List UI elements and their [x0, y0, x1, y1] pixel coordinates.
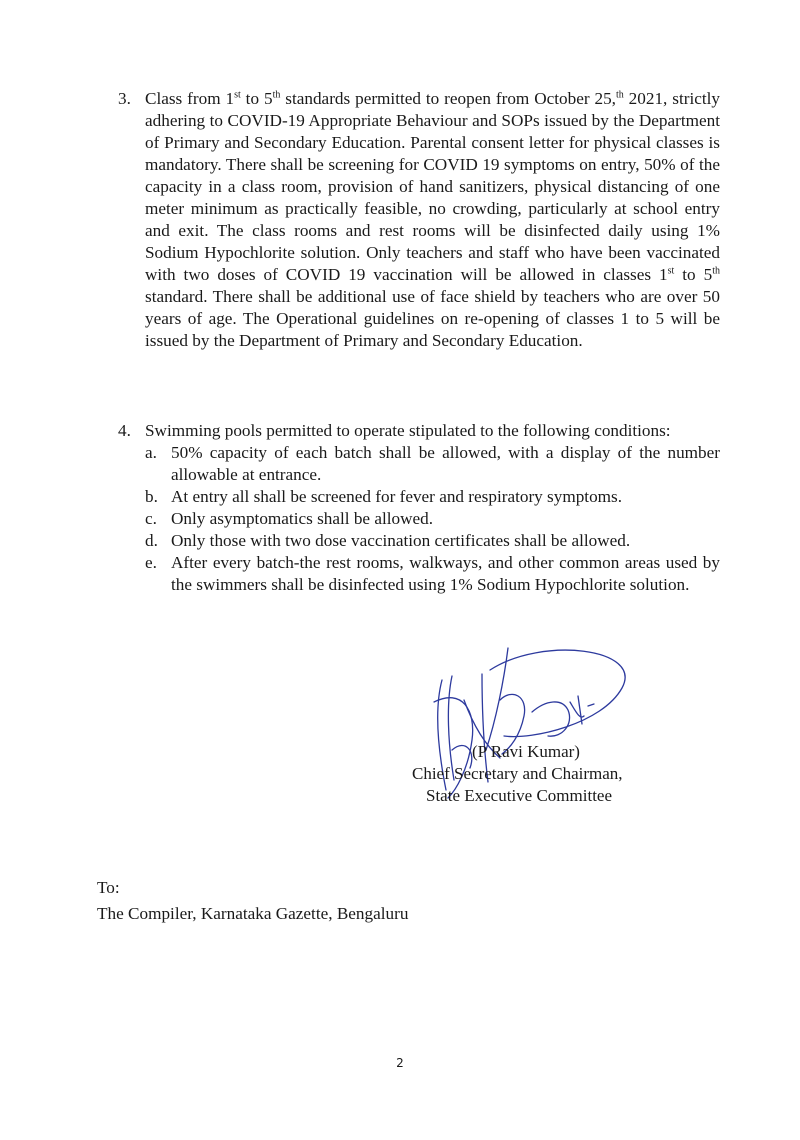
recipient-block — [97, 875, 408, 927]
condition-list — [145, 442, 720, 596]
list-item: c. Only asymptomatics shall be allowed. — [145, 509, 434, 528]
signatory-title: Chief Secretary and Chairman, — [412, 764, 623, 783]
list-item: a. 50% capacity of each batch shall be allowed, with a display of the number allowable at entrance. — [145, 443, 720, 484]
list-item: e. After every batch-the rest rooms, walkways, and other common areas used by the swimmers shall be disinfected using 1% Sodium Hypochlorite solution. — [145, 553, 720, 594]
clause-intro: Swimming pools permitted to operate stipulated to the following conditions: — [145, 421, 671, 440]
clause-number: 4. — [118, 421, 131, 440]
recipient-line: The Compiler, Karnataka Gazette, Bengaluru — [97, 904, 409, 923]
clause-3 — [118, 88, 720, 352]
clause-text: Class from 1st to 5th standards permitted to reopen from October 25,$^{th}$ 2021, strictly adhering to COVID-19 Appropriate Behaviour and SOPs issued by the Department of Primary and Secondary Education. Parental consent letter for physical classes is mandatory. There shall be screening for COVID 19 symptoms on entry, 50% of the capacity in a class room, provision of hand sanitizers, physical distancing of one meter minimum as practically feasible, no crowding, particularly at school entry and exit. The class rooms and rest rooms will be disinfected daily using 1% Sodium Hypochlorite solution. Only teachers and staff who have been vaccinated with two doses of COVID 19 vaccination will be allowed in classes 1st to 5th standard. There shall be additional use of face shield by teachers who are over 50 years of age. The Operational guidelines on re-opening of classes 1 to 5 will be issued by the Department of Primary and Secondary Education. — [145, 89, 721, 350]
to-label: To: — [97, 878, 120, 897]
list-item: b. At entry all shall be screened for fever and respiratory symptoms. — [145, 487, 623, 506]
signature-block — [410, 741, 623, 807]
signatory-committee: State Executive Committee — [426, 786, 613, 805]
page-number: 2 — [396, 1056, 404, 1070]
list-item: d. Only those with two dose vaccination certificates shall be allowed. — [145, 531, 631, 550]
clause-number: 3. — [118, 89, 131, 108]
signatory-name: (P Ravi Kumar) — [472, 742, 580, 761]
clause-4 — [118, 420, 720, 596]
